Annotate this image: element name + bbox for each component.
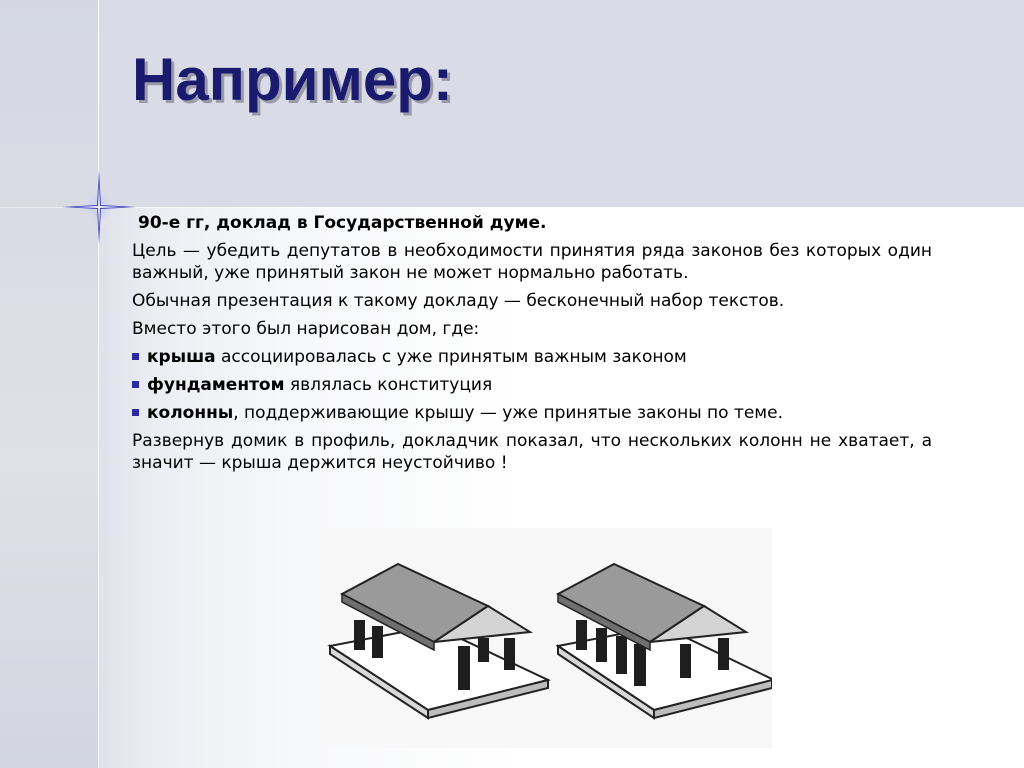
slide-subtitle: 90-е гг, доклад в Государственной думе. (138, 213, 547, 233)
list-item (132, 374, 932, 396)
column (354, 620, 365, 650)
list-item-term: крыша (147, 347, 216, 367)
horizontal-divider (0, 207, 1024, 208)
column (504, 638, 515, 670)
square-bullet-icon (132, 409, 139, 416)
sparkle-icon (58, 166, 140, 248)
list-item-term: колонны (147, 403, 234, 423)
list-item-text (147, 374, 492, 396)
list-item (132, 346, 932, 368)
list-item-rest: ассоциировалась с уже принятым важным законом (215, 347, 687, 367)
vertical-divider (98, 0, 99, 768)
conclusion-paragraph: Развернув домик в профиль, докладчик показал, что нескольких колонн не хватает, а значит — крыша держится неустойчиво ! (132, 431, 932, 473)
house-illustration-svg (318, 528, 772, 748)
slide-title: Например: (132, 46, 453, 113)
column (576, 620, 587, 650)
column (634, 644, 646, 686)
house-intro-paragraph: Вместо этого был нарисован дом, где: (132, 319, 480, 339)
column (680, 644, 691, 678)
list-item-text (147, 402, 783, 424)
slide-body (132, 212, 932, 480)
house-illustration (318, 528, 772, 748)
column (372, 626, 383, 658)
square-bullet-icon (132, 353, 139, 360)
house-profile-view (558, 564, 772, 718)
house-front-view (330, 564, 548, 718)
list-item (132, 402, 932, 424)
column (596, 628, 607, 662)
list-item-term: фундаментом (147, 375, 285, 395)
list-item-text (147, 346, 687, 368)
column (458, 646, 470, 690)
usual-presentation-paragraph: Обычная презентация к такому докладу — бесконечный набор текстов. (132, 291, 785, 311)
goal-paragraph: Цель — убедить депутатов в необходимости принятия ряда законов без которых один важный, уже принятый закон не может нормально работать. (132, 241, 932, 283)
column (616, 636, 627, 674)
square-bullet-icon (132, 381, 139, 388)
list-item-rest: , поддерживающие крышу — уже принятые законы по теме. (233, 403, 783, 423)
list-item-rest: являлась конституция (284, 375, 493, 395)
column (478, 638, 489, 662)
column (718, 638, 729, 670)
left-decor-band (0, 0, 98, 768)
